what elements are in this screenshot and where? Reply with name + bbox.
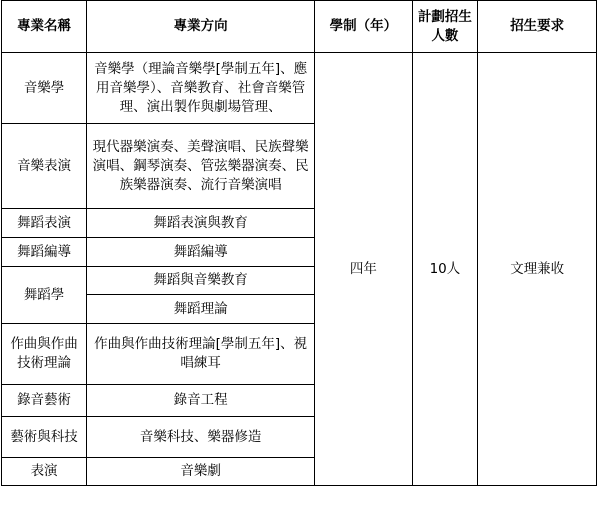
major-direction-cell: 錄音工程 [87, 385, 315, 417]
major-direction-cell: 現代器樂演奏、美聲演唱、民族聲樂演唱、鋼琴演奏、管弦樂器演奏、民族樂器演奏、流行音樂演唱 [87, 124, 315, 209]
major-direction-cell: 舞蹈理論 [87, 295, 315, 324]
header-requirement: 招生要求 [478, 1, 597, 53]
major-name-cell: 音樂表演 [2, 124, 87, 209]
major-direction-cell: 音樂劇 [87, 458, 315, 486]
major-name-cell: 音樂學 [2, 53, 87, 124]
admissions-table [1, 0, 597, 486]
major-name-cell: 舞蹈表演 [2, 209, 87, 238]
major-direction-cell: 舞蹈表演與教育 [87, 209, 315, 238]
table-row [2, 53, 597, 124]
major-direction-cell: 舞蹈與音樂教育 [87, 267, 315, 295]
major-name-cell: 錄音藝術 [2, 385, 87, 417]
header-planned-enrollment: 計劃招生人數 [412, 1, 478, 53]
header-study-years: 學制（年） [315, 1, 412, 53]
planned-enrollment-cell: 10人 [412, 53, 478, 486]
major-name-cell: 表演 [2, 458, 87, 486]
major-direction-cell: 音樂學（理論音樂學[學制五年]、應用音樂學）、音樂教育、社會音樂管理、演出製作與劇場管理、 [87, 53, 315, 124]
header-major-name: 專業名稱 [2, 1, 87, 53]
major-direction-cell: 作曲與作曲技術理論[學制五年]、視唱練耳 [87, 324, 315, 385]
major-name-cell: 作曲與作曲技術理論 [2, 324, 87, 385]
major-direction-cell: 音樂科技、樂器修造 [87, 417, 315, 458]
major-name-cell: 藝術與科技 [2, 417, 87, 458]
major-direction-cell: 舞蹈編導 [87, 238, 315, 267]
study-years-cell: 四年 [315, 53, 412, 486]
major-name-cell: 舞蹈學 [2, 267, 87, 324]
requirement-cell: 文理兼收 [478, 53, 597, 486]
header-major-direction: 專業方向 [87, 1, 315, 53]
major-name-cell: 舞蹈編導 [2, 238, 87, 267]
table-header-row [2, 1, 597, 53]
